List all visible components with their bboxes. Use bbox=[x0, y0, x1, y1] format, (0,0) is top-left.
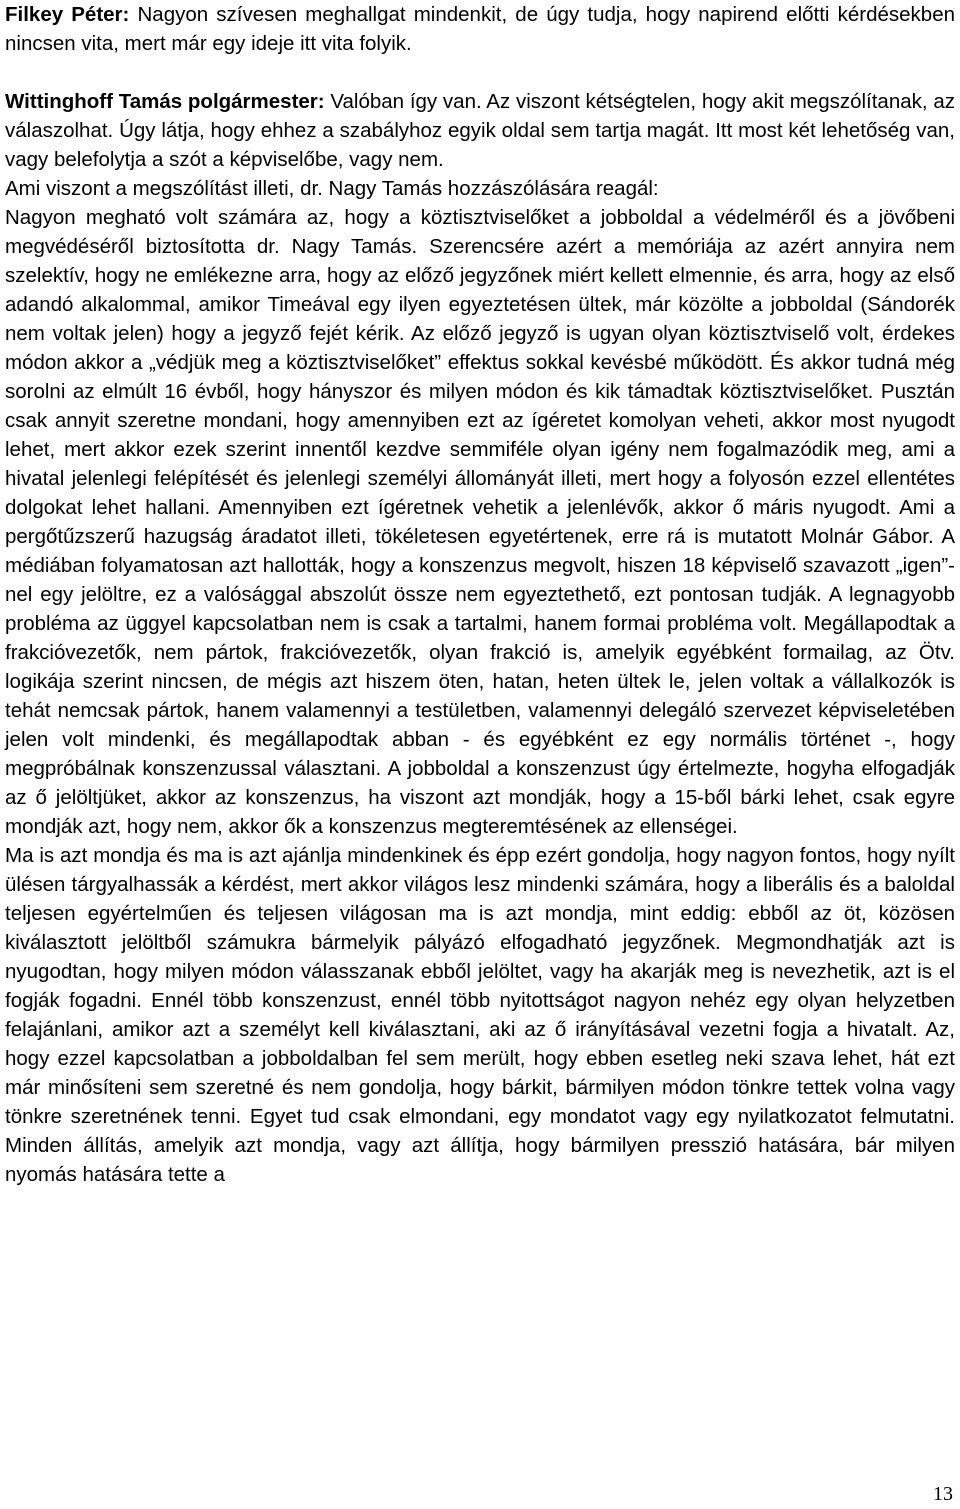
paragraph-text: Ami viszont a megszólítást illeti, dr. Nagy Tamás hozzászólására reagál: bbox=[5, 177, 659, 200]
paragraph-text: Nagyon szívesen meghallgat mindenkit, de úgy tudja, hogy napirend előtti kérdésekben nincsen vita, mert már egy ideje itt vita folyik. bbox=[5, 3, 956, 55]
document-page bbox=[5, 0, 955, 1189]
paragraph-wittinghoff bbox=[5, 87, 955, 174]
paragraph-text: Valóban így van. Az viszont kétségtelen, hogy akit megszólítanak, az válaszolhat. Úgy látja, hogy ehhez a szabályhoz egyik oldal sem tartja magát. Itt most két lehetőség van, vagy belefolytja a szót a képviselőbe, vagy nem. bbox=[5, 90, 955, 171]
speaker-name: Wittinghoff Tamás polgármester: bbox=[5, 90, 325, 113]
paragraph-reply-intro bbox=[5, 174, 955, 203]
paragraph-reply-body bbox=[5, 203, 955, 841]
speaker-name: Filkey Péter: bbox=[5, 3, 130, 26]
paragraph-reply-continued bbox=[5, 841, 955, 1189]
paragraph-gap bbox=[5, 58, 955, 87]
page-number: 13 bbox=[933, 1483, 953, 1505]
paragraph-text: Nagyon megható volt számára az, hogy a köztisztviselőket a jobboldal a védelméről és a jövőbeni megvédéséről biztosította dr. Nagy Tamás. Szerencsére azért a memóriája az azért annyira nem szelektív, hogy ne emlékezne arra, hogy az előző jegyzőnek miért kellett elmennie, és arra, hogy az első adandó alkalommal, amikor Timeával egy ilyen egyeztetésen ültek, már közölte a jobboldal (Sándorék nem voltak jelen) hogy a jegyző fejét kérik. Az előző jegyző is ugyan olyan köztisztviselő volt, érdekes módon akkor a „védjük meg a köztisztviselőket” effektus sokkal kevésbé működött. És akkor tudná még sorolni az elmúlt 16 évből, hogy hányszor és milyen módon és kik támadtak köztisztviselőket. Pusztán csak annyit szeretne mondani, hogy amennyiben ezt az ígéretet komolyan veheti, akkor most nyugodt lehet, mert akkor ezek szerint innentől kezdve semmiféle olyan igény nem fogalmazódik meg, ami a hivatal jelenlegi felépítését és jelenlegi személyi állományát illeti, mert hogy a folyosón ezzel ellentétes dolgokat lehet hallani. Amennyiben ezt ígéretnek vehetik a jelenlévők, akkor ő máris nyugodt. Ami a pergőtűzszerű hazugság áradatot illeti, tökéletesen egyetértenek, erre rá is mutatott Molnár Gábor. A médiában folyamatosan azt hallották, hogy a konszenzus megvolt, hiszen 18 képviselő szavazott „igen”-nel egy jelöltre, ez a valósággal abszolút össze nem egyeztethető, ezt pontosan tudják. A legnagyobb probléma az üggyel kapcsolatban nem is csak a tartalmi, hanem formai probléma volt. Megállapodtak a frakcióvezetők, nem pártok, frakcióvezetők, olyan frakció is, amelyik egyébként formailag, az Ötv. logikája szerint nincsen, de mégis azt hiszem öten, hatan, heten ültek le, jelen voltak a vállalkozók is tehát nemcsak pártok, hanem valamennyi a testületben, valamennyi delegáló szervezet képviseletében jelen volt mindenki, és megállapodtak abban - és egyébként ez egy normális történet -, hogy megpróbálnak konszenzussal választani. A jobboldal a konszenzust úgy értelmezte, hogyha elfogadják az ő jelöltjüket, akkor az konszenzus, ha viszont azt mondják, hogy a 15-ből bárki lehet, csak egyre mondják azt, hogy nem, akkor ők a konszenzus megteremtésének az ellenségei. bbox=[5, 206, 955, 838]
paragraph-text: Ma is azt mondja és ma is azt ajánlja mindenkinek és épp ezért gondolja, hogy nagyon fontos, hogy nyílt ülésen tárgyalhassák a kérdést, mert akkor világos lesz mindenki számára, hogy a liberális és a baloldal teljesen egyértelműen és teljesen világosan ma is azt mondja, mint eddig: ebből az öt, közösen kiválasztott jelöltből számukra bármelyik pályázó elfogadható jegyzőnek. Megmondhatják azt is nyugodtan, hogy milyen módon válasszanak ebből jelöltet, vagy ha akarják meg is nevezhetik, azt is el fogják fogadni. Ennél több konszenzust, ennél több nyitottságot nagyon nehéz egy olyan helyzetben felajánlani, amikor azt a személyt kell kiválasztani, aki az ő irányításával vezetni fogja a hivatalt. Az, hogy ezzel kapcsolatban a jobboldalban fel sem merült, hogy ebben esetleg neki szava lehet, hát ezt már minősíteni sem szeretné és nem gondolja, hogy bárkit, bármilyen módon tönkre tettek volna vagy tönkre szeretnének tenni. Egyet tud csak elmondani, egy mondatot vagy egy nyilatkozatot felmutatni. Minden állítás, amelyik azt mondja, vagy azt állítja, hogy bármilyen presszió hatására, bár milyen nyomás hatására tette a bbox=[5, 844, 955, 1186]
paragraph-filkey bbox=[5, 0, 955, 58]
